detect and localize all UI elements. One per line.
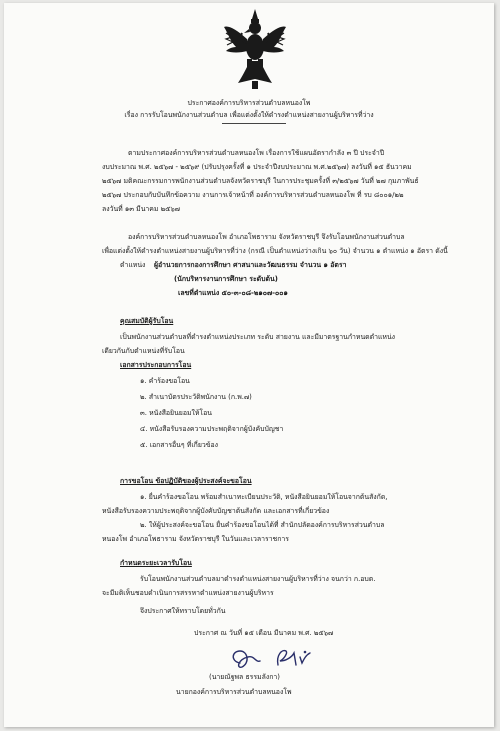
signatory-name: (นายณัฐพล ธรรมลังกา)	[209, 673, 280, 681]
document-item: ๑. คำร้องขอโอน	[140, 377, 190, 385]
announcement-title: ประกาศองค์การบริหารส่วนตำบลหนองโพ	[187, 99, 311, 107]
procedure-heading: การขอโอน ข้อปฏิบัติของผู้ประสงค์จะขอโอน	[120, 477, 252, 485]
procedure-line-3: ๒. ให้ผู้ประสงค์จะขอโอน ยื่นคำร้องขอโอนได้ที่ สำนักปลัดองค์การบริหารส่วนตำบล	[140, 521, 385, 529]
title-divider	[222, 123, 286, 124]
deadline-heading: กำหนดระยะเวลารับโอน	[120, 559, 192, 567]
deadline-line-2: จะมีมติเห็นชอบดำเนินการสรรหาตำแหน่งสายงานผู้บริหาร	[102, 589, 274, 597]
signatory-position: นายกองค์การบริหารส่วนตำบลหนองโพ	[176, 688, 292, 696]
position-number: เลขที่ตำแหน่ง ๕๐-๓-๐๘-๒๑๐๗-๐๐๑	[178, 289, 288, 297]
intro-line-4: ๒๕๖๗ ประกอบกับบันทึกข้อความ งานการเจ้าหน้าที่ องค์การบริหารส่วนตำบลหนองโพ ที่ รบ ๘๐๐๑/๒๒	[102, 191, 404, 199]
closing-text: จึงประกาศให้ทราบโดยทั่วกัน	[140, 607, 226, 615]
announcement-subject: เรื่อง การรับโอนพนักงานส่วนตำบล เพื่อแต่งตั้งให้ดำรงตำแหน่งสายงานผู้บริหารที่ว่าง	[124, 111, 374, 119]
procedure-line-4: หนองโพ อำเภอโพธาราม จังหวัดราชบุรี ในวันและเวลาราชการ	[102, 535, 289, 543]
document-item: ๒. สำเนาบัตรประวัติพนักงาน (ก.พ.๗)	[140, 393, 252, 401]
handwritten-signature-icon	[226, 643, 326, 675]
procedure-line-2: หนังสือรับรองความประพฤติจากผู้บังคับบัญชาต้นสังกัด และเอกสารที่เกี่ยวข้อง	[102, 507, 330, 515]
date-line: ประกาศ ณ วันที่ ๑๕ เดือน มีนาคม พ.ศ. ๒๕๖๗	[194, 629, 334, 637]
intro-line-2: งบประมาณ พ.ศ. ๒๕๖๗ - ๒๕๖๙ (ปรับปรุงครั้งที่ ๑ ประจำปีงบประมาณ พ.ศ.๒๕๖๗) ลงวันที่ ๑๕ ธันวาคม	[102, 163, 412, 171]
position-level: (นักบริหารงานการศึกษา ระดับต้น)	[174, 275, 278, 283]
garuda-emblem-icon	[222, 7, 288, 93]
document-item: ๔. หนังสือรับรองความประพฤติจากผู้บังคับบัญชา	[140, 425, 284, 433]
documents-heading: เอกสารประกอบการโอน	[120, 361, 192, 369]
qualifications-line-2: เดียวกันกับตำแหน่งที่รับโอน	[102, 347, 185, 355]
position-name: ผู้อำนวยการกองการศึกษา ศาสนาและวัฒนธรรม จำนวน ๑ อัตรา	[154, 261, 347, 269]
announcement-line-2: เพื่อแต่งตั้งให้ดำรงตำแหน่งสายงานผู้บริหารที่ว่าง (กรณี เป็นตำแหน่งว่างเกิน ๖๐ วัน) จำนวน ๑ ตำแหน่ง ๑ อัตรา ดังนี้	[102, 247, 448, 255]
qualifications-heading: คุณสมบัติผู้รับโอน	[120, 317, 174, 325]
qualifications-line-1: เป็นพนักงานส่วนตำบลที่ดำรงตำแหน่งประเภท ระดับ สายงาน และมีมาตรฐานกำหนดตำแหน่ง	[120, 333, 396, 341]
intro-line-3: ๒๕๖๗ มติคณะกรรมการพนักงานส่วนตำบลจังหวัดราชบุรี ในการประชุมครั้งที่ ๓/๒๕๖๗ วันที่ ๒๗ กุมภาพันธ์	[102, 177, 419, 185]
procedure-line-1: ๑. ยื่นคำร้องขอโอน พร้อมสำเนาทะเบียนประวัติ, หนังสือยินยอมให้โอนจากต้นสังกัด,	[140, 493, 388, 501]
announcement-line-1: องค์การบริหารส่วนตำบลหนองโพ อำเภอโพธาราม จังหวัดราชบุรี จึงรับโอนพนักงานส่วนตำบล	[128, 233, 405, 241]
position-label: ตำแหน่ง	[120, 261, 146, 269]
intro-line-1: ตามประกาศองค์การบริหารส่วนตำบลหนองโพ เรื่องการใช้แผนอัตรากำลัง ๓ ปี ประจำปี	[128, 149, 385, 157]
document-item: ๓. หนังสือยินยอมให้โอน	[140, 409, 212, 417]
deadline-line-1: รับโอนพนักงานส่วนตำบลมาดำรงตำแหน่งสายงานผู้บริหารที่ว่าง จนกว่า ก.อบต.	[140, 575, 376, 583]
document-item: ๕. เอกสารอื่นๆ ที่เกี่ยวข้อง	[140, 441, 218, 449]
intro-line-5: ลงวันที่ ๑๓ มีนาคม ๒๕๖๗	[102, 205, 180, 213]
announcement-page	[4, 3, 494, 727]
